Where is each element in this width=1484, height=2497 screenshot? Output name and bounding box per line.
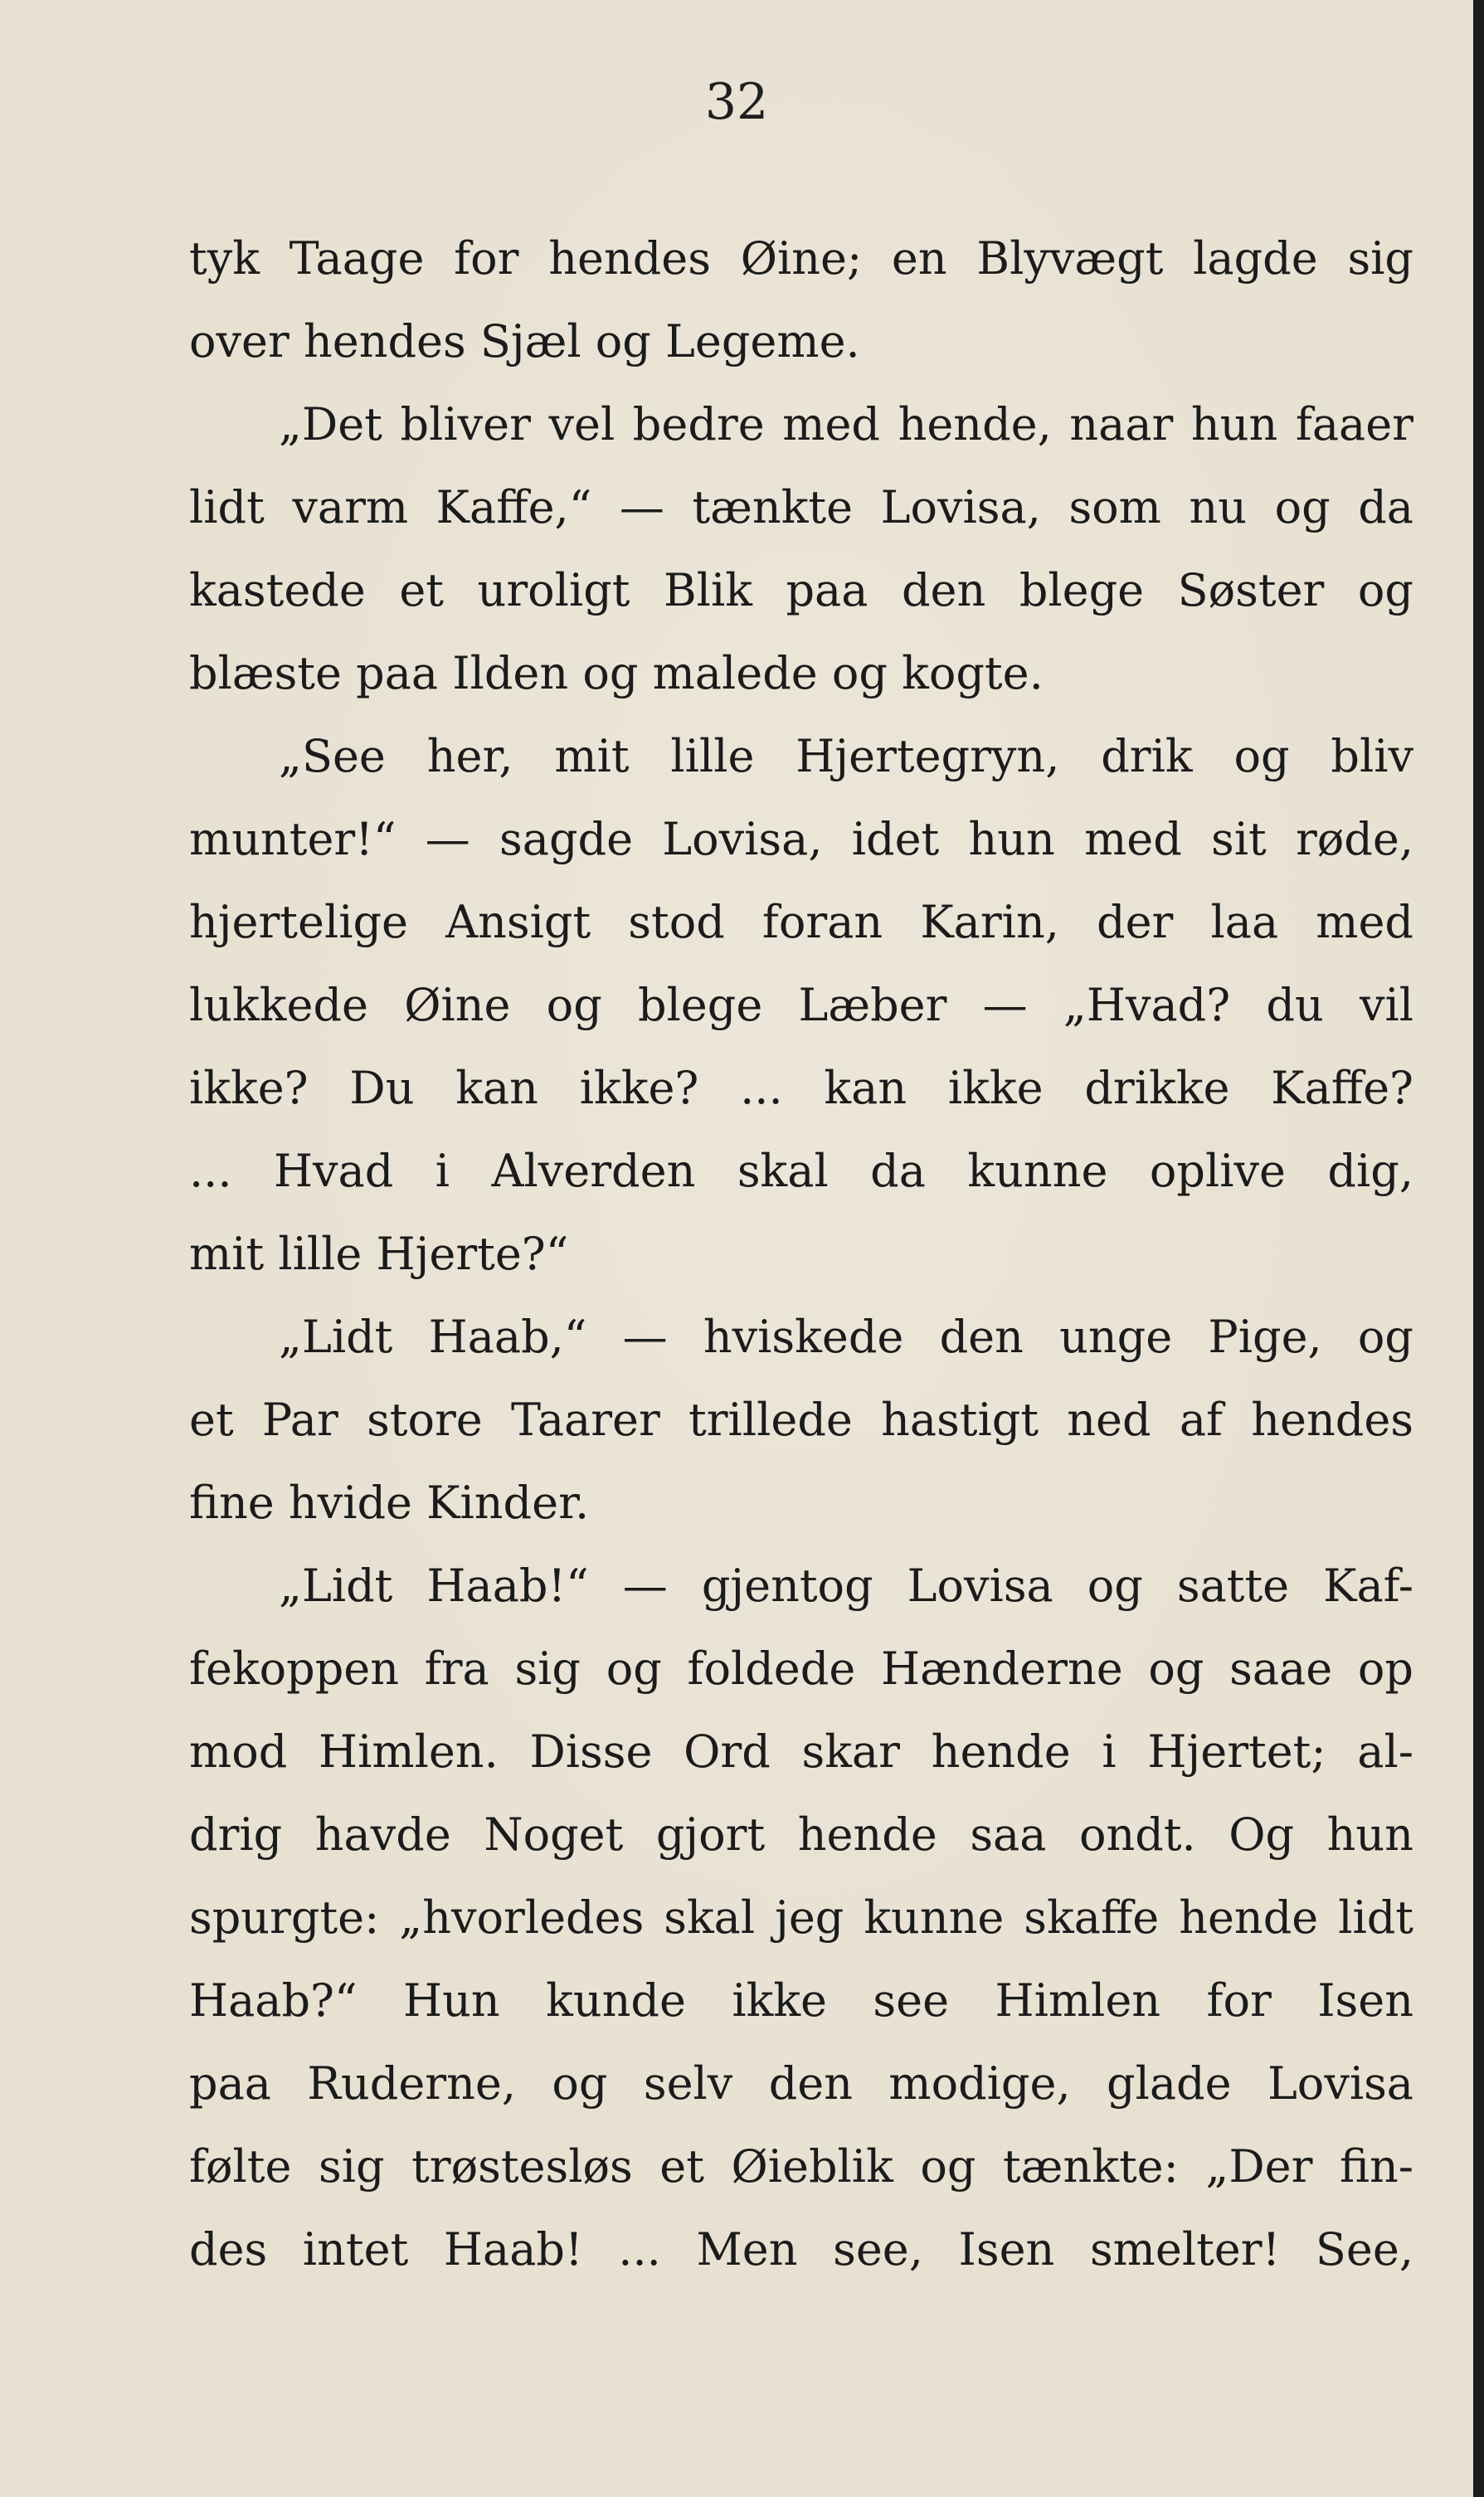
text-line: mit lille Hjerte?“	[189, 1228, 569, 1280]
text-line: fekoppen fra sig og foldede Hænderne og saae op	[189, 1643, 1413, 1695]
page-number: 32	[704, 73, 769, 131]
text-line: „See her, mit lille Hjertegryn, drik og bliv	[279, 730, 1413, 782]
text-line: spurgte: „hvorledes skal jeg kunne skaffe hende lidt	[189, 1891, 1413, 1944]
text-line: paa Ruderne, og selv den modige, glade Lovisa	[189, 2057, 1413, 2110]
text-line: munter!“ — sagde Lovisa, idet hun med sit røde,	[189, 813, 1413, 865]
text-line: følte sig trøstesløs et Øieblik og tænkte: „Der fin-	[189, 2140, 1413, 2193]
text-line: ikke? Du kan ikke? ... kan ikke drikke Kaffe?	[189, 1062, 1413, 1114]
text-line: hjertelige Ansigt stod foran Karin, der laa med	[189, 896, 1413, 948]
text-line: drig havde Noget gjort hende saa ondt. Og hun	[189, 1808, 1413, 1861]
text-line: over hendes Sjæl og Legeme.	[189, 315, 860, 367]
text-line: lidt varm Kaffe,“ — tænkte Lovisa, som nu og da	[189, 481, 1413, 533]
text-line: lukkede Øine og blege Læber — „Hvad? du vil	[189, 979, 1413, 1031]
text-line: kastede et uroligt Blik paa den blege Søster og	[189, 564, 1413, 616]
text-line: Haab?“ Hun kunde ikke see Himlen for Isen	[189, 1974, 1413, 2027]
text-line: „Lidt Haab!“ — gjentog Lovisa og satte Kaf-	[279, 1560, 1413, 1612]
text-line: des intet Haab! ... Men see, Isen smelter! See,	[189, 2223, 1413, 2276]
text-line: „Det bliver vel bedre med hende, naar hun faaer	[279, 398, 1413, 450]
text-line: mod Himlen. Disse Ord skar hende i Hjertet; al-	[189, 1726, 1413, 1778]
text-line: fine hvide Kinder.	[189, 1477, 590, 1529]
text-line: blæste paa Ilden og malede og kogte.	[189, 647, 1044, 699]
text-line: ... Hvad i Alverden skal da kunne oplive dig,	[189, 1145, 1413, 1197]
text-line: et Par store Taarer trillede hastigt ned af hendes	[189, 1394, 1413, 1446]
text-line: tyk Taage for hendes Øine; en Blyvægt lagde sig	[189, 232, 1413, 285]
text-line: „Lidt Haab,“ — hviskede den unge Pige, og	[279, 1311, 1413, 1363]
body-text	[189, 217, 1413, 2291]
page-edge-shadow	[1473, 0, 1484, 2497]
